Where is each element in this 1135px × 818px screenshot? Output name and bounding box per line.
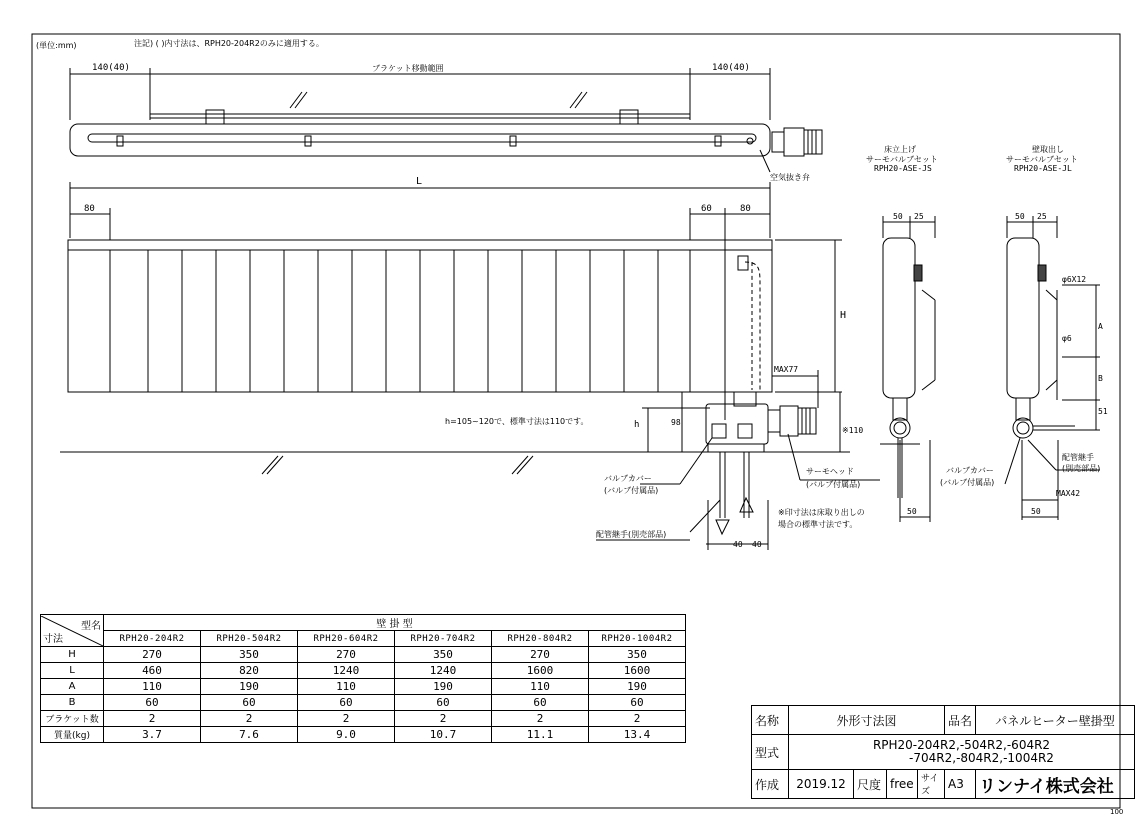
value-cell: 350	[589, 647, 686, 663]
side-wall-pipe-joint-1: 配管継手	[1062, 453, 1094, 462]
value-cell: 1240	[395, 663, 492, 679]
spec-table	[40, 614, 686, 743]
dim-110: ※110	[842, 426, 864, 435]
product-value: パネルヒーター壁掛型	[976, 706, 1135, 735]
model-cell: RPH20-704R2	[395, 631, 492, 647]
value-cell: 2	[589, 711, 686, 727]
dim-h: h	[634, 420, 640, 430]
made-label: 作成	[752, 770, 789, 799]
table-row	[41, 695, 686, 711]
spec-corner-cell	[41, 615, 104, 647]
side-wall-valve-cover-2: (バルブ付属品)	[940, 478, 995, 487]
side-floor-dim-25: 25	[914, 212, 924, 221]
star-note-2: 場合の標準寸法です。	[778, 520, 858, 529]
value-cell: 13.4	[589, 727, 686, 743]
value-cell: 190	[395, 679, 492, 695]
value-cell: 60	[104, 695, 201, 711]
value-cell: 60	[201, 695, 298, 711]
bracket-range-label: ブラケット移動範囲	[372, 64, 444, 73]
row-label: L	[41, 663, 104, 679]
value-cell: 11.1	[492, 727, 589, 743]
front-view	[60, 182, 880, 550]
spec-group-header: 壁 掛 型	[104, 615, 686, 631]
model-line-1: RPH20-204R2,-504R2,-604R2	[872, 738, 1051, 752]
table-row	[41, 711, 686, 727]
value-cell: 60	[492, 695, 589, 711]
table-row	[41, 663, 686, 679]
spec-group-row	[41, 615, 686, 631]
title-row-meta	[752, 770, 1135, 799]
scale-value: free	[887, 770, 918, 799]
row-label: 質量(kg)	[41, 727, 104, 743]
value-cell: 2	[298, 711, 395, 727]
side-floor-dim-50: 50	[893, 212, 903, 221]
value-cell: 60	[589, 695, 686, 711]
value-cell: 2	[395, 711, 492, 727]
value-cell: 2	[104, 711, 201, 727]
made-value: 2019.12	[789, 770, 854, 799]
dim-140-left: 140(40)	[92, 63, 130, 73]
dim-140-right: 140(40)	[712, 63, 750, 73]
corner-top-label: 型名	[81, 620, 101, 632]
title-block	[751, 705, 1135, 799]
thermo-head-label-2: (バルブ付属品)	[806, 480, 861, 489]
spec-model-row	[41, 631, 686, 647]
value-cell: 820	[201, 663, 298, 679]
size-value: A3	[945, 770, 976, 799]
company-name: リンナイ株式会社	[976, 770, 1135, 799]
thermo-head-label-1: サーモヘッド	[806, 467, 854, 476]
side-floor-dim-50b: 50	[907, 507, 917, 516]
model-cell: RPH20-604R2	[298, 631, 395, 647]
max42-label: MAX42	[1056, 489, 1081, 498]
value-cell: 110	[492, 679, 589, 695]
value-cell: 9.0	[298, 727, 395, 743]
pipe-joint-label: 配管継手(別売部品)	[596, 530, 667, 539]
dim-98: 98	[671, 418, 681, 427]
side-floor-title-3: RPH20-ASE-JS	[874, 164, 932, 173]
h-note: h=105~120で、標準寸法は110です。	[445, 417, 589, 426]
model-cell: RPH20-504R2	[201, 631, 298, 647]
side-wall-dim-B: B	[1098, 374, 1103, 383]
dim-60: 60	[701, 204, 712, 214]
scale-label: 尺度	[854, 770, 887, 799]
value-cell: 7.6	[201, 727, 298, 743]
side-view-floor	[880, 216, 935, 522]
model-label: 型式	[752, 735, 789, 770]
name-label: 名称	[752, 706, 789, 735]
table-row	[41, 647, 686, 663]
value-cell: 10.7	[395, 727, 492, 743]
model-cell: RPH20-1004R2	[589, 631, 686, 647]
star-note-1: ※印寸法は床取り出しの	[778, 508, 865, 517]
title-row-model	[752, 735, 1135, 770]
value-cell: 2	[492, 711, 589, 727]
side-floor-title-1: 床立上げ	[884, 145, 916, 154]
top-view	[70, 68, 822, 172]
row-label: A	[41, 679, 104, 695]
model-line-2: -704R2,-804R2,-1004R2	[909, 751, 1054, 765]
side-wall-dim-51: 51	[1098, 407, 1108, 416]
value-cell: 1600	[492, 663, 589, 679]
model-cell: RPH20-204R2	[104, 631, 201, 647]
value-cell: 3.7	[104, 727, 201, 743]
dim-80-right: 80	[740, 204, 751, 214]
valve-cover-label-1: バルブカバー	[604, 474, 652, 483]
dim-80-left: 80	[84, 204, 95, 214]
table-row	[41, 679, 686, 695]
side-wall-dim-50: 50	[1015, 212, 1025, 221]
value-cell: 190	[201, 679, 298, 695]
page-number: 100	[1110, 808, 1124, 816]
side-view-wall	[1005, 216, 1100, 520]
valve-cover-label-2: (バルブ付属品)	[604, 486, 659, 495]
size-label: サイズ	[918, 770, 945, 799]
side-wall-valve-cover-1: バルブカバー	[946, 466, 994, 475]
value-cell: 2	[201, 711, 298, 727]
side-wall-dim-25: 25	[1037, 212, 1047, 221]
value-cell: 110	[104, 679, 201, 695]
model-value	[789, 735, 1135, 770]
side-wall-dim-50b: 50	[1031, 507, 1041, 516]
value-cell: 350	[201, 647, 298, 663]
phi6-label: φ6	[1062, 334, 1072, 343]
value-cell: 1240	[298, 663, 395, 679]
row-label: H	[41, 647, 104, 663]
side-floor-title-2: サーモバルブセット	[866, 155, 938, 164]
row-label: B	[41, 695, 104, 711]
dim-40-b: 40	[752, 540, 762, 549]
product-label: 品名	[945, 706, 976, 735]
model-cell: RPH20-804R2	[492, 631, 589, 647]
title-row-name	[752, 706, 1135, 735]
value-cell: 270	[298, 647, 395, 663]
side-wall-title-1: 壁取出し	[1032, 145, 1064, 154]
value-cell: 110	[298, 679, 395, 695]
value-cell: 60	[395, 695, 492, 711]
value-cell: 1600	[589, 663, 686, 679]
value-cell: 270	[104, 647, 201, 663]
side-wall-title-2: サーモバルブセット	[1006, 155, 1078, 164]
dim-H: H	[840, 310, 847, 321]
dim-40-a: 40	[733, 540, 743, 549]
dim-L: L	[416, 176, 423, 187]
row-label: ブラケット数	[41, 711, 104, 727]
corner-bottom-label: 寸法	[43, 633, 63, 645]
table-row	[41, 727, 686, 743]
max77-label: MAX77	[774, 365, 799, 374]
header-note: 注記) ( )内寸法は、RPH20-204R2のみに適用する。	[134, 39, 324, 48]
value-cell: 350	[395, 647, 492, 663]
value-cell: 190	[589, 679, 686, 695]
unit-note: (単位:mm)	[36, 41, 77, 50]
value-cell: 460	[104, 663, 201, 679]
value-cell: 270	[492, 647, 589, 663]
side-wall-title-3: RPH20-ASE-JL	[1014, 164, 1072, 173]
side-wall-pipe-joint-2: (別売部品)	[1062, 464, 1101, 473]
side-wall-dim-A: A	[1098, 322, 1103, 331]
air-vent-label: 空気抜き弁	[770, 173, 810, 182]
name-value: 外形寸法図	[789, 706, 945, 735]
value-cell: 60	[298, 695, 395, 711]
phi6x12-label: φ6X12	[1062, 275, 1087, 284]
